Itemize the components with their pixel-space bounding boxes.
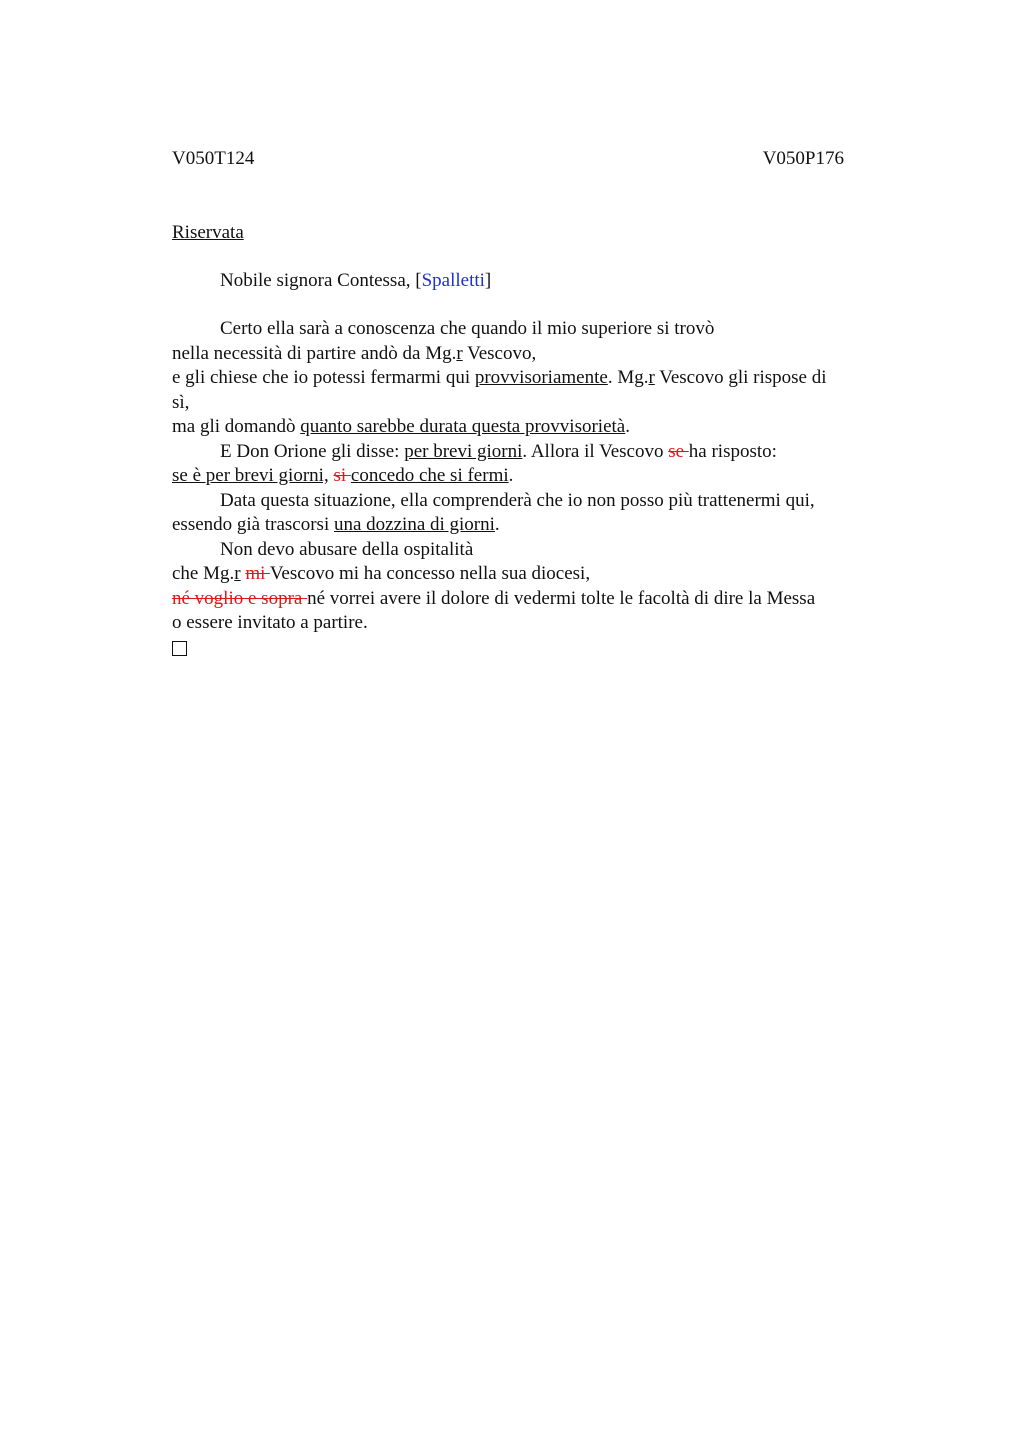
underlined-segment: quanto sarebbe durata questa provvisorietà: [300, 416, 626, 437]
text-segment: . Allora il Vescovo: [522, 440, 669, 462]
deleted-segment: se: [668, 440, 689, 462]
text-segment: . Mg.: [607, 367, 649, 388]
body-line-2: [172, 342, 892, 367]
body-line-13: [172, 611, 892, 636]
deleted-segment: mi: [245, 563, 270, 584]
greeting-prefix: Nobile signora Contessa, [: [220, 270, 422, 291]
body-line-9: [172, 513, 892, 538]
underlined-segment: r: [648, 367, 655, 388]
text-segment: Vescovo,: [462, 342, 537, 364]
document-header: [172, 146, 844, 172]
riservata-label: Riservata: [172, 222, 244, 243]
text-segment: .: [625, 416, 630, 437]
text-segment: Vescovo mi ha concesso nella sua diocesi,: [269, 563, 591, 584]
body-line-5: [172, 415, 892, 440]
square-outline-icon: [172, 641, 187, 656]
body-line-10: [172, 538, 892, 563]
text-segment: e gli chiese che io potessi fermarmi qui: [172, 367, 475, 388]
text-segment: che Mg.: [172, 563, 235, 584]
text-segment: E Don Orione gli disse:: [220, 440, 405, 462]
letter-body: [172, 317, 892, 656]
text-segment: Vescovo gli rispose di: [654, 367, 827, 388]
underlined-segment: concedo che si fermi: [350, 465, 509, 486]
deleted-segment: né voglio e sopra: [172, 587, 308, 609]
text-segment: Non devo abusare della ospitalità: [220, 538, 474, 560]
recipient-name: Spalletti: [421, 270, 485, 291]
underlined-segment: r: [456, 342, 463, 364]
body-line-3: [172, 366, 892, 391]
body-line-6: [172, 440, 892, 465]
underlined-segment: una dozzina di giorni: [333, 514, 495, 535]
text-segment: Certo ella sarà a conoscenza che quando il mio superiore si trovò: [220, 318, 715, 339]
body-line-11: [172, 562, 892, 587]
underlined-segment: provvisoriamente: [474, 367, 608, 388]
body-line-1: [172, 317, 892, 342]
greeting-suffix: ]: [484, 270, 492, 291]
document-code-right: V050P176: [762, 148, 844, 169]
underlined-segment: per brevi giorni: [404, 440, 523, 462]
text-segment: nella necessità di partire andò da Mg.: [172, 342, 457, 364]
text-segment: ma gli domandò: [172, 416, 301, 437]
text-segment: .: [508, 465, 514, 486]
text-segment: ha risposto:: [688, 440, 777, 462]
document-code-left: V050T124: [172, 148, 255, 169]
deleted-segment: si: [333, 465, 351, 486]
text-segment: né vorrei avere il dolore di vedermi tolte le facoltà di dire la Messa: [307, 587, 816, 609]
body-line-8: [172, 489, 892, 514]
text-segment: sì,: [172, 391, 190, 413]
text-segment: .: [494, 514, 500, 535]
body-line-4: [172, 391, 892, 416]
body-line-7: [172, 464, 892, 489]
greeting-line: [220, 268, 491, 294]
underlined-segment: r: [234, 563, 241, 584]
body-line-12: [172, 587, 892, 612]
text-segment: Data questa situazione, ella comprenderà che io non posso più trattenermi qui,: [220, 489, 815, 511]
text-segment: essendo già trascorsi: [172, 514, 334, 535]
text-segment: o essere invitato a partire.: [172, 612, 368, 633]
underlined-segment: se è per brevi giorni,: [172, 465, 329, 486]
